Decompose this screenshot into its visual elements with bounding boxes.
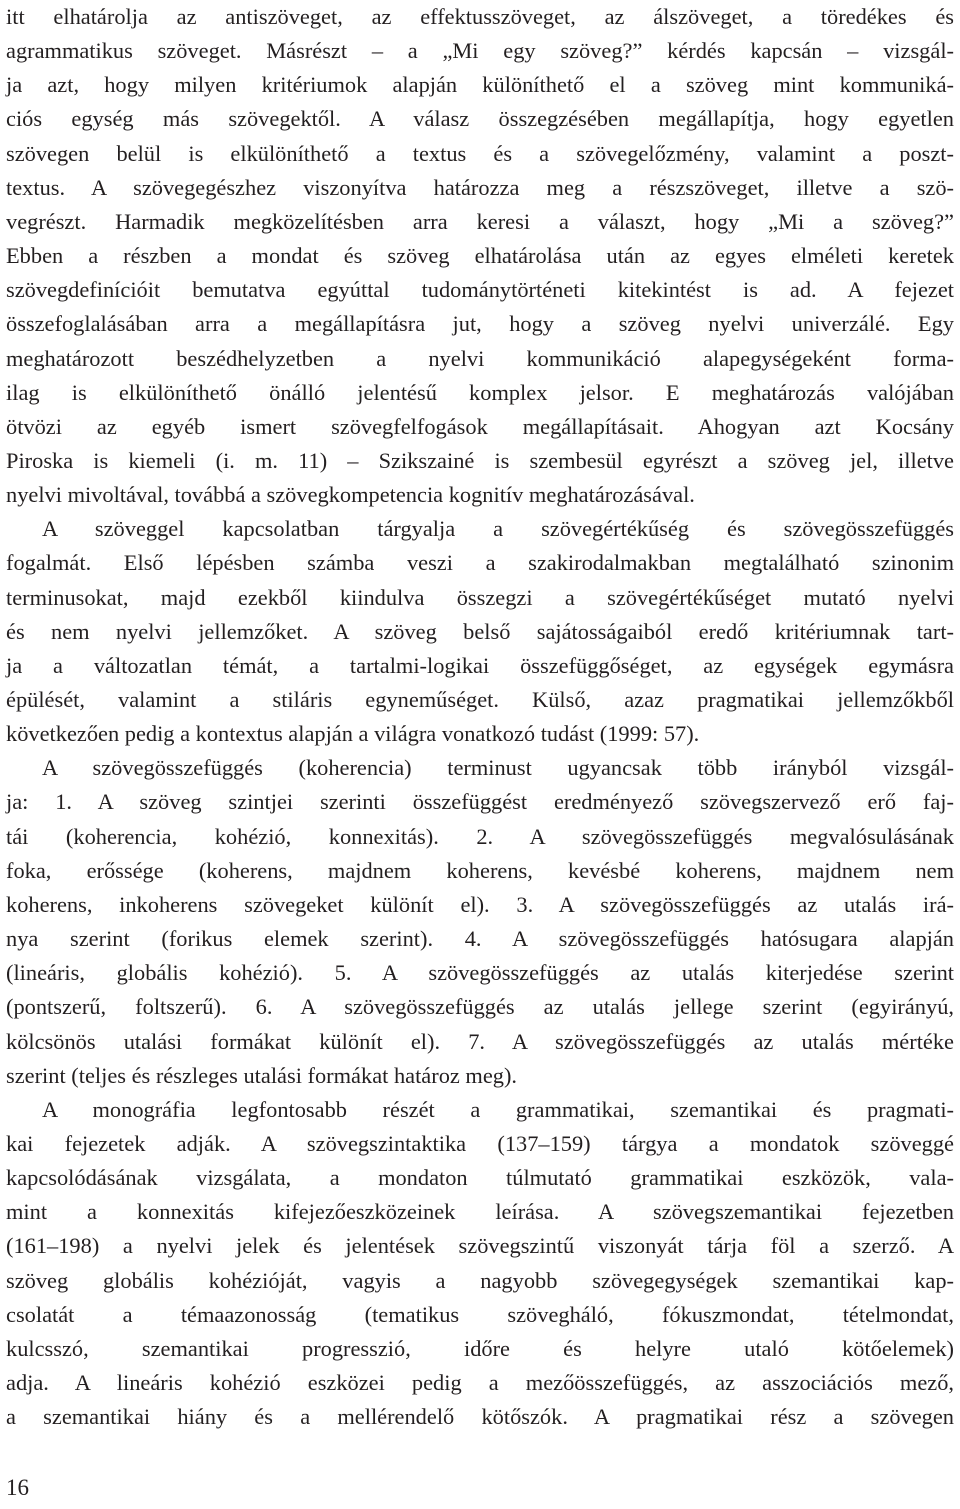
text-line: koherens, inkoherens szövegeket különít el). 3. A szövegösszefüggés az utalás irá- [6, 891, 954, 917]
text-line: kai fejezetek adják. A szövegszintaktika (137–159) tárgya a mondatok szöveggé [6, 1130, 954, 1156]
text-line: szerint (teljes és részleges utalási formákat határoz meg). [6, 1062, 518, 1088]
text-line: szöveg globális kohézióját, vagyis a nagyobb szövegegységek szemantikai kap- [6, 1267, 954, 1293]
text-line: és nem nyelvi jellemzőket. A szöveg belső sajátosságaiból eredő kritériumnak tart- [6, 618, 954, 644]
text-line: agrammatikus szöveget. Másrészt – a „Mi egy szöveg?” kérdés kapcsán – vizsgál- [6, 38, 954, 64]
text-line: mint a konnexitás kifejezőeszközeinek leírása. A szövegszemantikai fejezetben [6, 1199, 954, 1225]
text-line: nya szerint (forikus elemek szerint). 4. A szövegösszefüggés hatósugara alapján [6, 926, 954, 952]
text-line: csolatát a témaazonosság (tematikus szövegháló, fókuszmondat, tételmondat, [6, 1301, 954, 1327]
page-number: 16 [6, 1475, 29, 1500]
text-line: ilag is elkülöníthető önálló jelentésű komplex jelsor. E meghatározás valójában [6, 379, 954, 405]
text-line: ja azt, hogy milyen kritériumok alapján különíthető el a szöveg mint kommuniká- [6, 72, 954, 98]
text-line: foka, erőssége (koherens, majdnem koherens, kevésbé koherens, majdnem nem [6, 857, 954, 883]
text-line: következően pedig a kontextus alapján a világra vonatkozó tudást (1999: 57). [6, 721, 700, 747]
text-line: nyelvi mivoltával, továbbá a szövegkompetencia kognitív meghatározásával. [6, 482, 695, 508]
text-line: itt elhatárolja az antiszöveget, az effektusszöveget, az álszöveget, a töredékes és [6, 4, 954, 29]
text-line: Ebben a részben a mondat és szöveg elhatárolása után az egyes elméleti keretek [6, 243, 954, 269]
text-line: szövegdefinícióit bemutatva egyúttal tudománytörténeti kitekintést is ad. A fejezet [6, 277, 954, 303]
text-line: tái (koherencia, kohézió, konnexitás). 2. A szövegösszefüggés megvalósulásának [6, 823, 954, 849]
text-line: ciós egység más szövegektől. A válasz összegzésében megállapítja, hogy egyetlen [6, 106, 954, 132]
text-line: textus. A szövegegészhez viszonyítva határozza meg a részszöveget, illetve a szö- [6, 174, 954, 200]
text-line: vegrészt. Harmadik megközelítésben arra keresi a választ, hogy „Mi a szöveg?” [6, 208, 954, 234]
text-line: ja: 1. A szöveg szintjei szerinti összefüggést eredményező szövegszervező erő faj- [6, 789, 954, 815]
text-line: ja a változatlan témát, a tartalmi-logikai összefüggőséget, az egységek egymásra [6, 652, 954, 678]
text-line: A monográfia legfontosabb részét a grammatikai, szemantikai és pragmati- [42, 1096, 954, 1122]
text-line: Piroska is kiemeli (i. m. 11) – Szikszainé is szembesül egyrészt a szöveg jel, illetve [6, 447, 954, 473]
text-line: kulcsszó, szemantikai progresszió, időre és helyre utaló kötőelemek) [6, 1335, 954, 1361]
text-line: összefoglalásában arra a megállapításra jut, hogy a szöveg nyelvi univerzálé. Egy [6, 311, 954, 337]
text-line: (161–198) a nyelvi jelek és jelentések szövegszintű viszonyát tárja föl a szerző. A [6, 1233, 954, 1259]
text-line: adja. A lineáris kohézió eszközei pedig a mezőösszefüggés, az asszociációs mező, [6, 1370, 954, 1395]
text-line: A szöveggel kapcsolatban tárgyalja a szövegértékűség és szövegösszefüggés [42, 516, 954, 542]
text-line: fogalmát. Első lépésben számba veszi a szakirodalmakban megtalálható szinonim [6, 550, 954, 576]
text-line: terminusokat, majd ezekből kiindulva összegzi a szövegértékűséget mutató nyelvi [6, 584, 954, 610]
text-line: kölcsönös utalási formákat különít el). 7. A szövegösszefüggés az utalás mértéke [6, 1028, 954, 1054]
text-line: meghatározott beszédhelyzetben a nyelvi kommunikáció alapegységeként forma- [6, 345, 954, 371]
text-line: kapcsolódásának vizsgálata, a mondaton túlmutató grammatikai eszközök, vala- [6, 1165, 954, 1191]
text-line: szövegen belül is elkülöníthető a textus és a szövegelőzmény, valamint a poszt- [6, 140, 954, 166]
text-line: A szövegösszefüggés (koherencia) terminust ugyancsak több irányból vizsgál- [42, 755, 954, 781]
text-line: épülését, valamint a stiláris egyneműséget. Külső, azaz pragmatikai jellemzőkből [6, 687, 954, 712]
text-line: ötvözi az egyéb ismert szövegfelfogások megállapításait. Ahogyan azt Kocsány [6, 413, 954, 439]
text-line: (pontszerű, foltszerű). 6. A szövegösszefüggés az utalás jellege szerint (egyirányú, [6, 994, 954, 1020]
text-line: (lineáris, globális kohézió). 5. A szövegösszefüggés az utalás kiterjedése szerint [6, 960, 954, 986]
text-line: a szemantikai hiány és a mellérendelő kötőszók. A pragmatikai rész a szövegen [6, 1404, 954, 1430]
